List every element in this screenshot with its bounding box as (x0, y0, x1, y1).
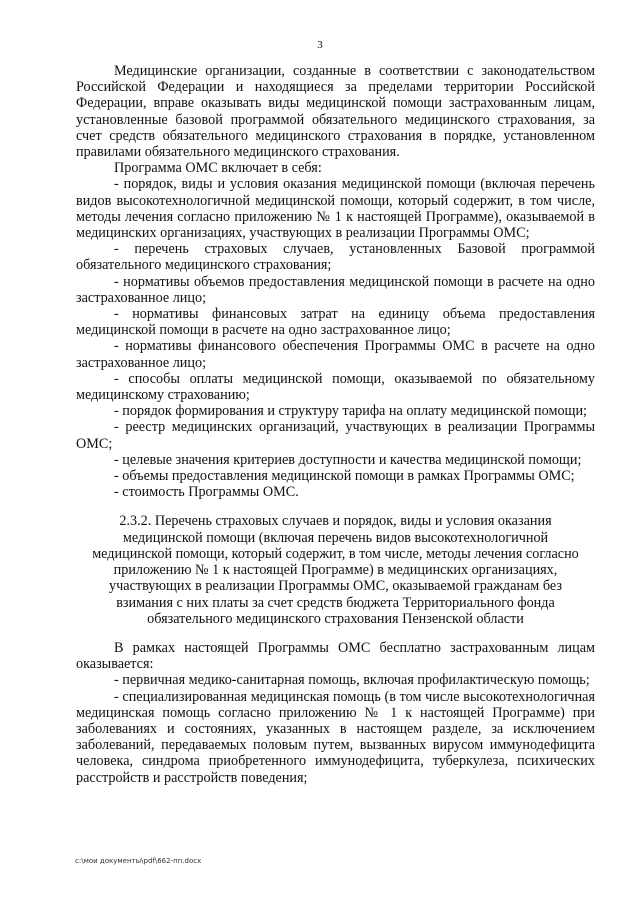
paragraph-free-care: В рамках настоящей Программы ОМС бесплатно застрахованным лицам оказывается: (76, 639, 595, 673)
list-item: - реестр медицинских организаций, участвующих в реализации Программы ОМС; (76, 419, 595, 452)
list-item: - нормативы финансовых затрат на единицу объема предоставления медицинской помощи в расчете на одно застрахованное лицо; (76, 306, 595, 339)
list-item: - порядок, виды и условия оказания медицинской помощи (включая перечень видов высокотехнологичной медицинской помощи, который содержит, в том числе, методы лечения согласно приложению № 1 к настоящей Программе), оказываемой в медицинских организациях, участвующих в реализации Программы ОМС; (76, 176, 595, 242)
list-item: - первичная медико-санитарная помощь, включая профилактическую помощь; (114, 672, 590, 689)
footer-file-path: c:\мои документы\pdf\662-пп.docx (75, 857, 202, 865)
list-item: - нормативы объемов предоставления медицинской помощи в расчете на одно застрахованное лицо; (76, 273, 595, 306)
document-body (76, 63, 595, 786)
list-item: - перечень страховых случаев, установленных Базовой программой обязательного медицинского страхования; (76, 241, 595, 274)
list-item: - порядок формирования и структуру тарифа на оплату медицинской помощи; (114, 403, 587, 420)
page-number: 3 (317, 39, 323, 51)
list-item: - специализированная медицинская помощь (в том числе высокотехнологичная медицинская помощь согласно приложению № 1 к настоящей Программе) при заболеваниях и состояниях, указанных в настоящем разделе, за исключением заболеваний, передаваемых половым путем, вызванных вирусом иммунодефицита человека, синдрома приобретенного иммунодефицита, туберкулеза, психических расстройств и расстройств поведения; (76, 688, 595, 786)
list-item: - целевые значения критериев доступности и качества медицинской помощи; (114, 451, 582, 468)
list-item: - стоимость Программы ОМС. (114, 484, 299, 501)
list-item: - нормативы финансового обеспечения Программы ОМС в расчете на одно застрахованное лицо; (76, 338, 595, 371)
paragraph-program-includes: Программа ОМС включает в себя: (114, 160, 322, 177)
list-item: - объемы предоставления медицинской помощи в рамках Программы ОМС; (114, 468, 575, 485)
list-item: - способы оплаты медицинской помощи, оказываемой по обязательному медицинскому страхованию; (76, 370, 595, 404)
paragraph-medical-organizations: Медицинские организации, созданные в соответствии с законодательством Российской Федерации и находящиеся за пределами территории Российской Федерации, вправе оказывать виды медицинской помощи застрахованным лицам, установленные базовой программой обязательного медицинского страхования, за счет средств обязательного медицинского страхования в порядке, установленном правилами обязательного медицинского страхования. (76, 63, 595, 161)
section-heading: 2.3.2. Перечень страховых случаев и порядок, виды и условия оказания медицинской помощи (включая перечень видов высокотехнологичной медицинской помощи, который содержит, в том числе, методы лечения согласно приложению № 1 к настоящей Программе) в медицинских организациях, участвующих в реализации Программы ОМС, оказываемой гражданам без взимания с них платы за счет средств бюджета Территориального фонда обязательного медицинского страхования Пензенской области (92, 513, 579, 627)
